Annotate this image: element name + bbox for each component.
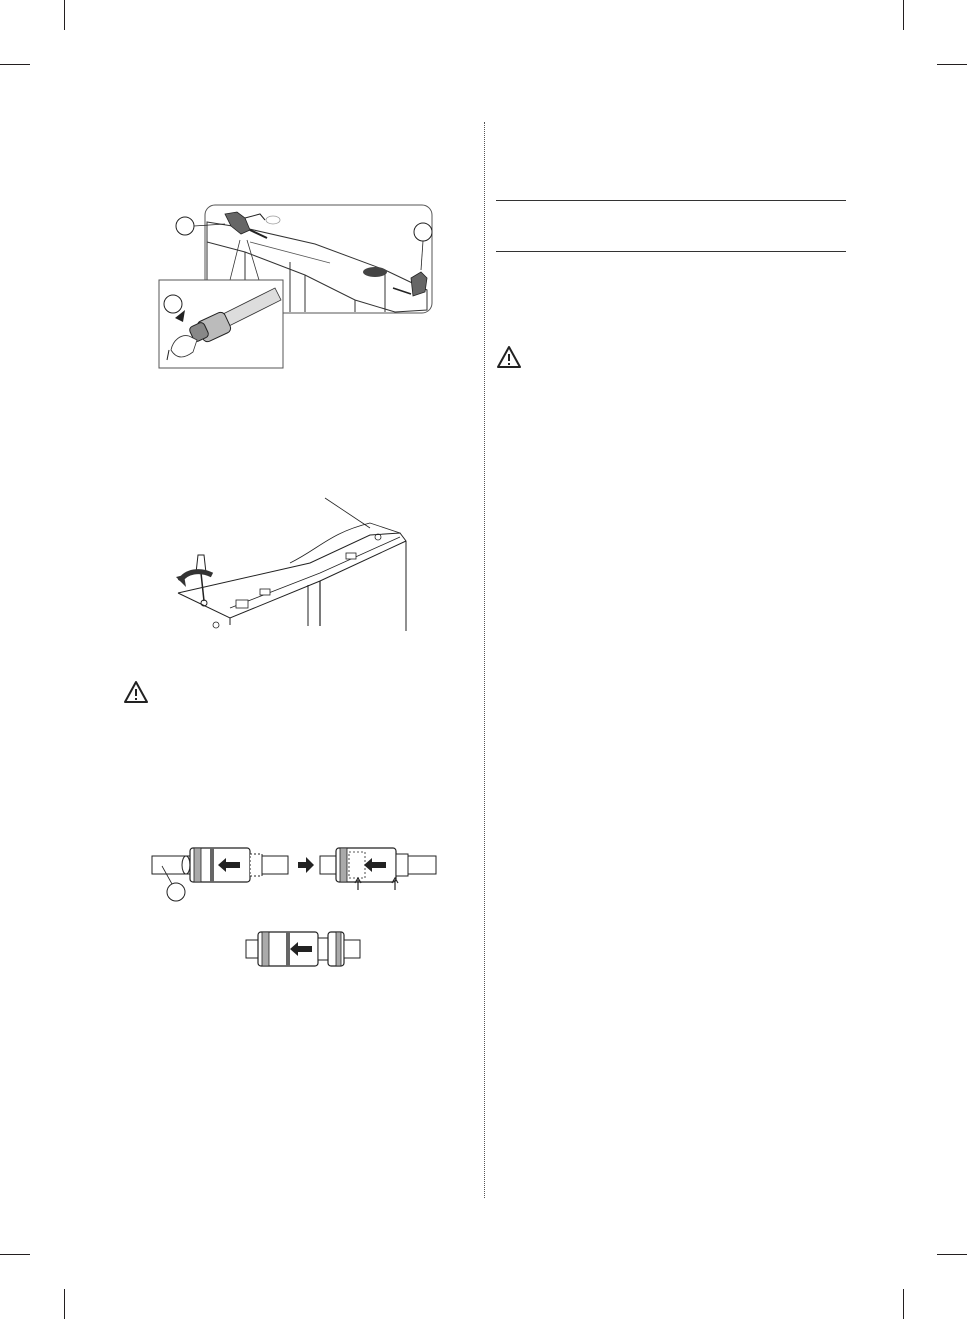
- crop-mark-top-left-v: [64, 0, 65, 30]
- crop-mark-bottom-left-h: [0, 1254, 30, 1255]
- crop-mark-bottom-right-v: [903, 1289, 904, 1319]
- warning-triangle-icon: [496, 345, 522, 369]
- crop-mark-top-right-h: [937, 64, 967, 65]
- tube-connector-figure: [150, 838, 445, 968]
- connector-before: [152, 848, 288, 901]
- warning-triangle-icon: [123, 680, 149, 704]
- connector-assembled: [246, 932, 360, 966]
- crop-mark-top-left-h: [0, 64, 30, 65]
- hinge-cover-screw-figure: [170, 493, 415, 631]
- crop-mark-bottom-left-v: [64, 1289, 65, 1319]
- section-rule-top: [496, 200, 846, 201]
- water-line-disconnect-figure: [155, 200, 440, 372]
- crop-mark-bottom-right-h: [937, 1254, 967, 1255]
- section-rule-bottom: [496, 251, 846, 252]
- crop-mark-top-right-v: [903, 0, 904, 30]
- connector-after: [320, 848, 436, 890]
- column-divider: [484, 122, 485, 1198]
